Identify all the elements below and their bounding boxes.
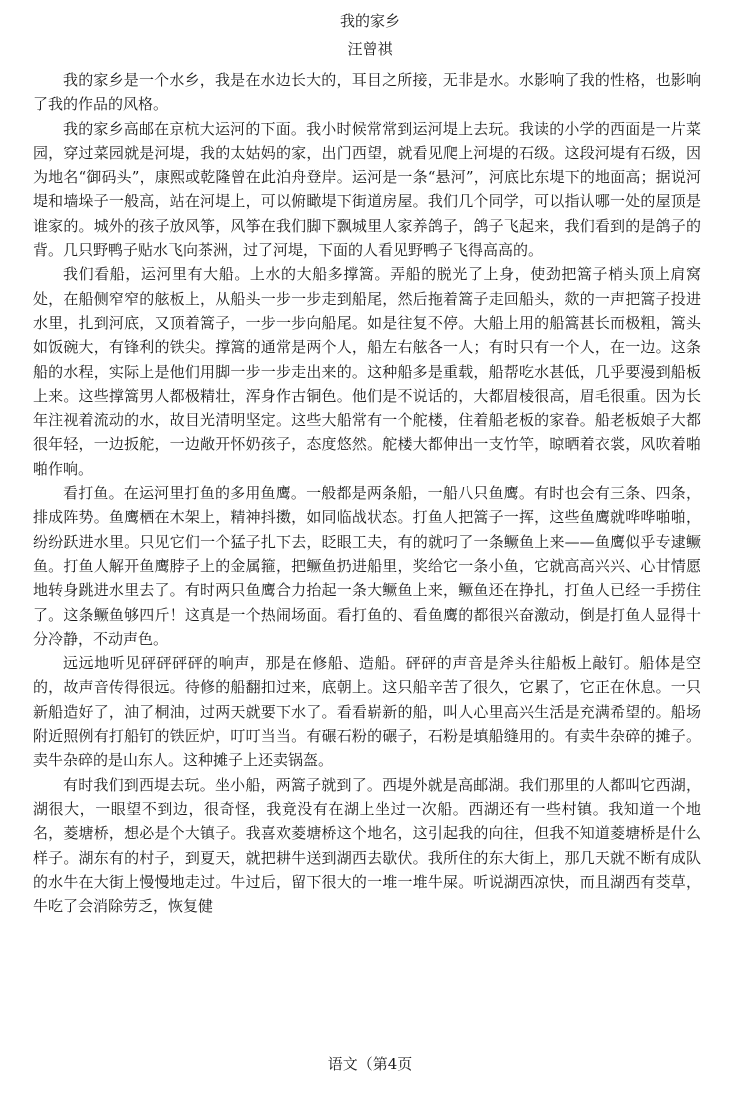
paragraph: 看打鱼。在运河里打鱼的多用鱼鹰。一般都是两条船，一船八只鱼鹰。有时也会有三条、四条，排成阵势。鱼鹰栖在木架上，精神抖擞，如同临战状态。打鱼人把篙子一挥，这些鱼鹰就哗哗啪啪，纷纷跃进水里。只见它们一个猛子扎下去，眨眼工夫，有的就叼了一条鳜鱼上来——鱼鹰似乎专逮鳜鱼。打鱼人解开鱼鹰脖子上的金属箍，把鳜鱼扔进船里，奖给它一条小鱼，它就高高兴兴、心甘情愿地转身跳进水里去了。有时两只鱼鹰合力抬起一条大鳜鱼上来，鳜鱼还在挣扎，打鱼人已经一手捞住了。这条鳜鱼够四斤！这真是一个热闹场面。看打鱼的、看鱼鹰的都很兴奋激动，倒是打鱼人显得十分冷静，不动声色。 — [33, 484, 701, 648]
paragraph: 有时我们到西堤去玩。坐小船，两篙子就到了。西堤外就是高邮湖。我们那里的人都叫它西湖，湖很大，一眼望不到边，很奇怪，我竟没有在湖上坐过一次船。西湖还有一些村镇。我知道一个地名，菱塘桥，想必是个大镇子。我喜欢菱塘桥这个地名，这引起我的向往，但我不知道菱塘桥是什么样子。湖东有的村子，到夏天，就把耕牛送到湖西去歇伏。我所住的东大街上，那几天就不断有成队的水牛在大街上慢慢地走过。牛过后，留下很大的一堆一堆牛屎。听说湖西凉快，而且湖西有茭草，牛吃了会消除劳乏，恢复健 — [33, 775, 701, 916]
paragraph: 我的家乡高邮在京杭大运河的下面。我小时候常常到运河堤上去玩。我读的小学的西面是一片菜园，穿过菜园就是河堤，我的太姑妈的家，出门西望，就看见爬上河堤的石级。这段河堤有石级，因为地名“御码头”，康熙或乾隆曾在此泊舟登岸。运河是一条“悬河”，河底比东堤下的地面高；据说河堤和墙垛子一般高，站在河堤上，可以俯瞰堤下街道房屋。我们几个同学，可以指认哪一处的屋顶是谁家的。城外的孩子放风筝，风筝在我们脚下飘城里人家养鸽子，鸽子飞起来，我们看到的是鸽子的背。几只野鸭子贴水飞向茶洲，过了河堤，下面的人看见野鸭子飞得高高的。 — [33, 119, 701, 260]
article-title: 我的家乡 — [339, 12, 400, 30]
paragraph: 远远地听见砰砰砰砰的响声，那是在修船、造船。砰砰的声音是斧头往船板上敲钉。船体是空的，故声音传得很远。待修的船翻扣过来，底朝上。这只船辛苦了很久，它累了，它正在休息。一只新船造好了，油了桐油，过两天就要下水了。看看崭新的船，叫人心里高兴生活是充满希望的。船场附近照例有打船钉的铁匠炉，叮叮当当。有碾石粉的碾子，石粉是填船缝用的。有卖牛杂碎的摊子。卖牛杂碎的是山东人。这种摊子上还卖锅盔。 — [33, 654, 701, 770]
paragraph: 我们看船，运河里有大船。上水的大船多撑篙。弄船的脱光了上身，使劲把篙子梢头顶上肩窝处，在船侧窄窄的舷板上，从船头一步一步走到船尾，然后拖着篙子走回船头，欻的一声把篙子投进水里，扎到河底，又顶着篙子，一步一步向船尾。如是往复不停。大船上用的船篙甚长而极粗，篙头如饭碗大，有锋利的铁尖。撑篙的通常是两个人，船左右舷各一人；有时只有一个人，在一边。这条船的水程，实际上是他们用脚一步一步走出来的。这种船多是重载，船帮吃水甚低，几乎要漫到船板上来。这些撑篙男人都极精壮，浑身作古铜色。他们是不说话的，大都眉棱很高，眉毛很重。因为长年注视着流动的水，故目光清明坚定。这些大船常有一个舵楼，住着船老板的家眷。船老板娘子大都很年轻，一边扳舵，一边敞开怀奶孩子，态度悠然。舵楼大都伸出一支竹竿，晾晒着衣裳，风吹着啪啪作响。 — [33, 265, 701, 478]
article-body — [33, 68, 701, 918]
article-author: 汪曾祺 — [347, 40, 393, 58]
paragraph: 我的家乡是一个水乡，我是在水边长大的，耳目之所接，无非是水。水影响了我的性格，也影响了我的作品的风格。 — [33, 71, 701, 114]
page-footer: 语文（第4页 — [327, 1055, 413, 1073]
